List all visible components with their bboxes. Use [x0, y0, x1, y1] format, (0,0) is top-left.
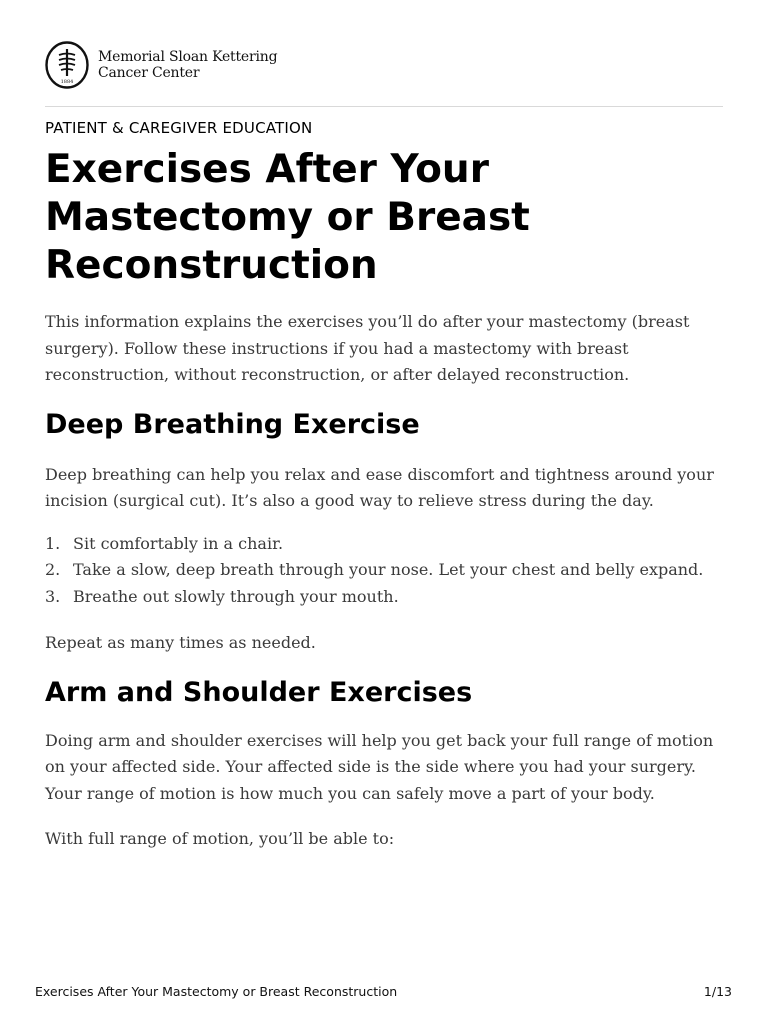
step-number: 3.	[45, 586, 61, 606]
logo-year: 1884	[60, 79, 74, 85]
org-name-line2: Cancer Center	[98, 65, 200, 81]
org-name	[98, 49, 277, 81]
page-footer	[35, 984, 732, 999]
footer-title: Exercises After Your Mastectomy or Breast Reconstruction	[35, 984, 398, 999]
deep-breathing-paragraph: Deep breathing can help you relax and ease discomfort and tightness around your incision (surgical cut). It’s also a good way to relieve stress during the day.	[45, 464, 714, 510]
section-heading-deep-breathing: Deep Breathing Exercise	[45, 408, 420, 440]
breathing-steps-list	[45, 531, 725, 611]
msk-logo-icon	[45, 41, 89, 89]
list-item	[45, 531, 725, 558]
header-divider	[45, 106, 723, 107]
intro-paragraph: This information explains the exercises you’ll do after your mastectomy (breast surgery). Follow these instructions if you had a mastectomy with breast reconstruction, without reconstruction, or after delayed reconstruction.	[45, 312, 690, 384]
section-heading-arm-shoulder: Arm and Shoulder Exercises	[45, 676, 473, 708]
step-number: 2.	[45, 560, 61, 579]
org-name-line1: Memorial Sloan Kettering	[98, 49, 278, 65]
arm-shoulder-paragraph: Doing arm and shoulder exercises will help you get back your full range of motion on your affected side. Your affected side is the side where you had your surgery. Your range of motion is how much you can safely move a part of your body.	[45, 730, 714, 803]
step-text: Breathe out slowly through your mouth.	[73, 586, 399, 606]
header	[45, 40, 277, 90]
range-of-motion-intro: With full range of motion, you’ll be able to:	[45, 829, 395, 848]
step-number: 1.	[45, 533, 61, 553]
page-title: Exercises After Your Mastectomy or Breast Reconstruction	[45, 147, 530, 288]
step-text: Sit comfortably in a chair.	[73, 533, 284, 553]
list-item	[45, 557, 725, 584]
list-item	[45, 584, 725, 611]
main-content	[45, 309, 725, 872]
page-number: 1/13	[703, 984, 732, 999]
eyebrow-label: PATIENT & CAREGIVER EDUCATION	[45, 119, 313, 137]
step-text: Take a slow, deep breath through your nose. Let your chest and belly expand.	[73, 560, 704, 579]
repeat-note: Repeat as many times as needed.	[45, 633, 316, 652]
